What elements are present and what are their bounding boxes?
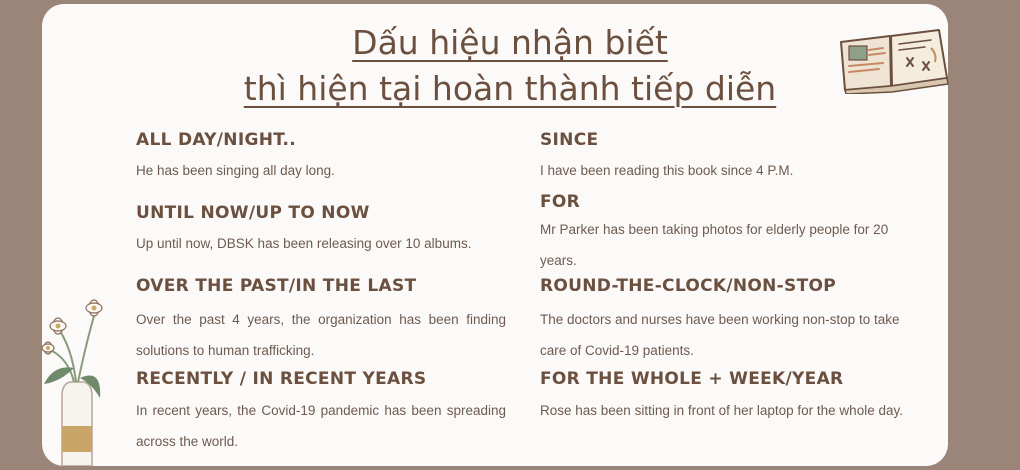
flower-vase-icon [28,298,128,466]
example-for: Mr Parker has been taking photos for elderly people for 20 years. [540,222,889,268]
example-round-the-clock: The doctors and nurses have been working non-stop to take care of Covid-19 patients. [540,312,900,358]
example-over-the-past: Over the past 4 years, the organization has been finding solutions to human trafficking. [136,312,506,358]
heading-until-now: UNTIL NOW/UP TO NOW [136,203,370,223]
open-book-icon [835,28,950,94]
example-all-day: He has been singing all day long. [136,163,335,178]
example-until-now: Up until now, DBSK has been releasing over 10 albums. [136,236,472,251]
heading-all-day: ALL DAY/NIGHT.. [136,130,297,150]
example-for-the-whole: Rose has been sitting in front of her laptop for the whole day. [540,403,903,418]
heading-since: SINCE [540,130,599,150]
heading-over-the-past: OVER THE PAST/IN THE LAST [136,276,417,296]
heading-for: FOR [540,192,581,212]
title-line-1: Dấu hiệu nhận biết [352,23,668,62]
example-since: I have been reading this book since 4 P.M. [540,163,794,178]
heading-round-the-clock: ROUND-THE-CLOCK/NON-STOP [540,276,836,296]
title-line-2: thì hiện tại hoàn thành tiếp diễn [243,69,777,108]
heading-for-the-whole: FOR THE WHOLE + WEEK/YEAR [540,369,844,389]
example-recently: In recent years, the Covid-19 pandemic has been spreading across the world. [136,403,506,449]
heading-recently: RECENTLY / IN RECENT YEARS [136,369,427,389]
